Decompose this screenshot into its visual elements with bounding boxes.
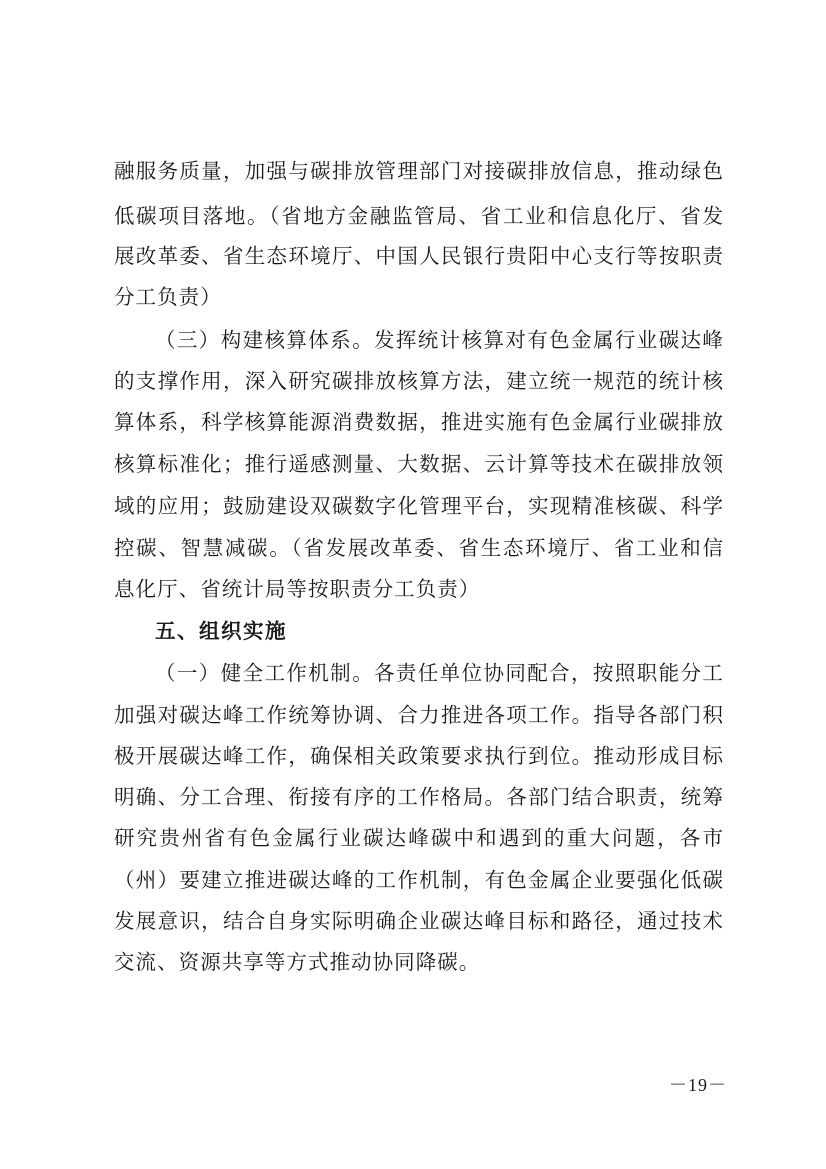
paragraph-line: 息化厅、省统计局等按职责分工负责） (114, 577, 481, 601)
paragraph-line: 的支撑作用，深入研究碳排放核算方法，建立统一规范的统计核 (114, 369, 724, 393)
paragraph-line: 交流、资源共享等方式推动协同降碳。 (114, 950, 481, 974)
paragraph-line: 发展意识，结合自身实际明确企业碳达峰目标和路径，通过技术 (114, 909, 724, 933)
paragraph-line: 核算标准化；推行遥感测量、大数据、云计算等技术在碳排放领 (114, 452, 724, 476)
paragraph-line: （州）要建立推进碳达峰的工作机制，有色金属企业要强化低碳 (114, 868, 724, 892)
section-paragraph-start: （三）构建核算体系。发挥统计核算对有色金属行业碳达峰 (155, 328, 724, 352)
paragraph-line: 极开展碳达峰工作，确保相关政策要求执行到位。推动形成目标 (114, 744, 724, 768)
paragraph-line: 展改革委、省生态环境厅、中国人民银行贵阳中心支行等按职责 (114, 244, 724, 268)
paragraph-line: 加强对碳达峰工作统筹协调、合力推进各项工作。指导各部门积 (114, 703, 724, 727)
paragraph-line: 分工负责） (114, 285, 222, 309)
paragraph-line: 明确、分工合理、衔接有序的工作格局。各部门结合职责，统筹 (114, 785, 724, 809)
paragraph-line: 低碳项目落地。（省地方金融监管局、省工业和信息化厅、省发 (114, 204, 724, 228)
page-number: －19－ (669, 1075, 727, 1095)
paragraph-line: 控碳、智慧减碳。（省发展改革委、省生态环境厅、省工业和信 (114, 536, 724, 560)
section-heading: 五、组织实施 (155, 619, 287, 643)
paragraph-line: 融服务质量，加强与碳排放管理部门对接碳排放信息，推动绿色 (114, 159, 724, 183)
paragraph-line: 域的应用；鼓励建设双碳数字化管理平台，实现精准核碳、科学 (114, 494, 724, 518)
paragraph-line: 研究贵州省有色金属行业碳达峰碳中和遇到的重大问题，各市 (114, 826, 724, 850)
section-paragraph-start: （一）健全工作机制。各责任单位协同配合，按照职能分工 (155, 661, 724, 685)
paragraph-line: 算体系，科学核算能源消费数据，推进实施有色金属行业碳排放 (114, 410, 724, 434)
